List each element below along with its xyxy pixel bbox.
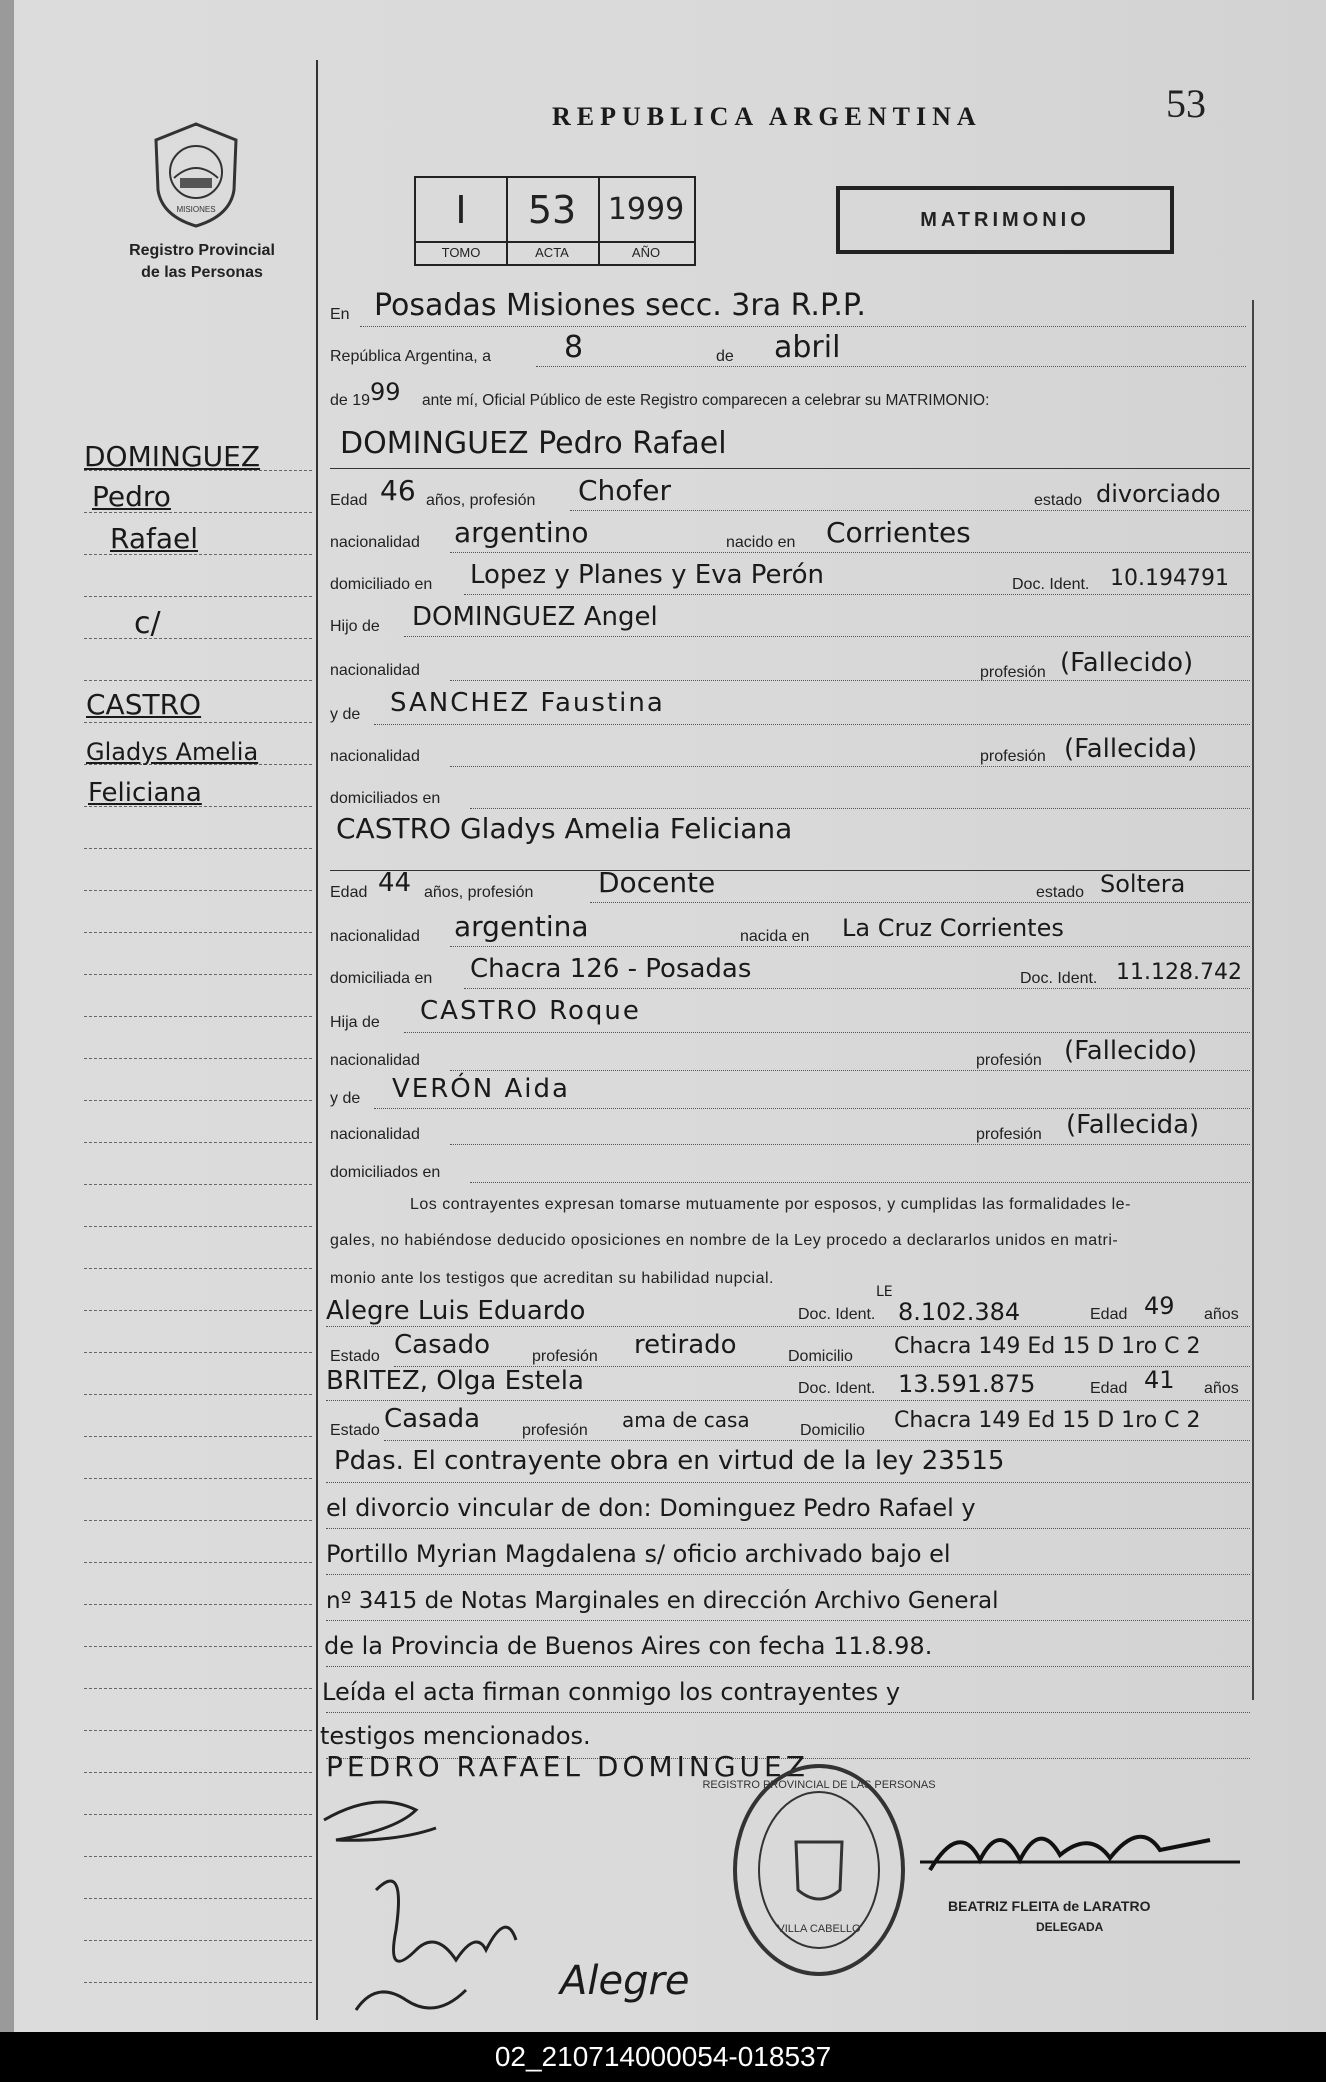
bride-nac-line <box>450 946 1250 947</box>
image-id-footer: 02_210714000054-018537 <box>0 2032 1326 2082</box>
margin-ruled-line <box>84 848 312 849</box>
witness2-estado: Casada <box>384 1404 481 1434</box>
witness1-doc-label: Doc. Ident. <box>798 1306 876 1323</box>
bride-domiciliados-label: domiciliados en <box>330 1164 441 1181</box>
margin-ruled-line <box>84 1520 312 1521</box>
note-line-4: nº 3415 de Notas Marginales en dirección Archivo General <box>326 1588 999 1614</box>
bride-madre-nac-line <box>450 1144 1250 1145</box>
acta-cell <box>506 178 600 264</box>
bride-padre-prof-label: profesión <box>976 1052 1042 1069</box>
witness2-dom-label: Domicilio <box>800 1422 865 1439</box>
bride-estado: Soltera <box>1100 870 1186 898</box>
groom-anos-label: años, profesión <box>426 492 536 509</box>
year-suffix: 99 <box>370 378 401 406</box>
margin-ruled-line <box>84 1310 312 1311</box>
note-ruled-line <box>326 1620 1250 1621</box>
note-ruled-line <box>326 1712 1250 1713</box>
margin-ruled-line <box>84 1394 312 1395</box>
groom-padre-nac-label: nacionalidad <box>330 662 420 679</box>
registry-line-2: de las Personas <box>141 264 263 281</box>
margin-ruled-line <box>84 1100 312 1101</box>
ano-value: 1999 <box>607 192 685 227</box>
margin-line-4: c/ <box>134 606 161 641</box>
witness1-line-1 <box>326 1326 1250 1327</box>
groom-padre-prof: (Fallecido) <box>1060 648 1194 678</box>
page-number: 53 <box>1166 81 1206 126</box>
bride-doc: 11.128.742 <box>1116 960 1242 985</box>
margin-line-3: Rafael <box>110 522 199 555</box>
margin-ruled-line <box>84 1058 312 1059</box>
bride-nacida-label: nacida en <box>740 928 810 945</box>
witness1-dom-label: Domicilio <box>788 1348 853 1365</box>
groom-padre-nac-line <box>450 680 1250 681</box>
margin-line-1: DOMINGUEZ <box>84 440 261 473</box>
groom-nac-label: nacionalidad <box>330 534 420 551</box>
republica-label: República Argentina, a <box>330 348 491 365</box>
margin-line-6: Gladys Amelia <box>86 738 259 766</box>
groom-madre: SANCHEZ Faustina <box>390 688 665 718</box>
groom-profesion: Chofer <box>578 474 672 507</box>
registry-name <box>112 240 292 284</box>
place-line <box>360 326 1246 327</box>
bride-madre: VERÓN Aida <box>392 1074 570 1104</box>
bride-name: CASTRO Gladys Amelia Feliciana <box>336 812 793 845</box>
note-line-6: Leída el acta firman conmigo los contrayentes y <box>322 1678 901 1706</box>
margin-ruled-line <box>84 1982 312 1983</box>
declaration-line-3: monio ante los testigos que acreditan su habilidad nupcial. <box>330 1270 774 1287</box>
margin-ruled-line <box>84 1226 312 1227</box>
groom-domiciliados-line <box>470 808 1250 809</box>
margin-ruled-line <box>84 1604 312 1605</box>
groom-nac-line <box>450 552 1250 553</box>
groom-padre: DOMINGUEZ Angel <box>412 602 658 632</box>
bride-anos-label: años, profesión <box>424 884 534 901</box>
record-type: MATRIMONIO <box>836 186 1174 254</box>
witness1-doc-prefix: LE <box>876 1284 893 1300</box>
official-signature-icon <box>920 1800 1250 1900</box>
groom-hijo-label: Hijo de <box>330 618 380 635</box>
groom-dom-line <box>464 594 1250 595</box>
groom-madre-prof-label: profesión <box>980 748 1046 765</box>
day: 8 <box>564 330 584 365</box>
bride-estado-label: estado <box>1036 884 1085 901</box>
de19-label: de 19 <box>330 392 371 409</box>
margin-ruled-line <box>84 1688 312 1689</box>
margin-ruled-line <box>84 1898 312 1899</box>
margin-ruled-line <box>84 1562 312 1563</box>
bride-domiciliados-line <box>470 1182 1250 1183</box>
bride-padre: CASTRO Roque <box>420 996 641 1026</box>
record-number-box <box>414 176 696 266</box>
groom-domicilio: Lopez y Planes y Eva Perón <box>470 560 825 590</box>
groom-madre-prof: (Fallecida) <box>1064 734 1198 764</box>
official-name: BEATRIZ FLEITA de LARATRO <box>948 1898 1151 1914</box>
witness1-estado-label: Estado <box>330 1348 380 1365</box>
groom-printed-signature: PEDRO RAFAEL DOMINGUEZ <box>326 1750 809 1783</box>
witness2-profesion: ama de casa <box>622 1408 750 1432</box>
margin-ruled-line <box>84 1478 312 1479</box>
bride-madre-prof-label: profesión <box>976 1126 1042 1143</box>
statement: ante mí, Oficial Público de este Registro comparecen a celebrar su MATRIMONIO: <box>422 392 990 409</box>
acta-label: ACTA <box>506 241 598 260</box>
tomo-label: TOMO <box>416 241 506 260</box>
groom-nacido-en: Corrientes <box>826 516 971 549</box>
seal-sub: VILLA CABELLO <box>777 1923 861 1935</box>
witness1-domicilio: Chacra 149 Ed 15 D 1ro C 2 <box>894 1334 1201 1359</box>
groom-name: DOMINGUEZ Pedro Rafael <box>340 426 727 461</box>
groom-doc-label: Doc. Ident. <box>1012 576 1090 593</box>
groom-madre-line <box>374 724 1250 725</box>
de-label: de <box>716 348 734 365</box>
groom-nacido-label: nacido en <box>726 534 796 551</box>
groom-edad-label: Edad <box>330 492 368 509</box>
bride-nac-label: nacionalidad <box>330 928 420 945</box>
margin-line-2: Pedro <box>92 480 171 513</box>
bride-doc-label: Doc. Ident. <box>1020 970 1098 987</box>
witness1-profesion: retirado <box>634 1330 737 1360</box>
witness-signature: Alegre <box>560 1958 690 2004</box>
note-ruled-line <box>326 1528 1250 1529</box>
groom-dom-label: domiciliado en <box>330 576 433 593</box>
margin-ruled-line <box>84 1730 312 1731</box>
witness2-anos-label: años <box>1204 1380 1239 1397</box>
groom-madre-nac-line <box>450 766 1250 767</box>
groom-estado: divorciado <box>1096 480 1221 508</box>
right-border <box>1252 300 1254 1700</box>
witness2-doc-label: Doc. Ident. <box>798 1380 876 1397</box>
groom-nacionalidad: argentino <box>454 516 589 549</box>
bride-padre-nac-line <box>450 1070 1250 1071</box>
witness2-estado-label: Estado <box>330 1422 380 1439</box>
margin-ruled-line <box>84 680 312 681</box>
groom-yde-label: y de <box>330 706 361 723</box>
margin-ruled-line <box>84 638 312 639</box>
note-ruled-line <box>326 1666 1250 1667</box>
margin-line-5: CASTRO <box>86 688 202 721</box>
bride-edad: 44 <box>378 868 412 898</box>
place: Posadas Misiones secc. 3ra R.P.P. <box>374 288 866 323</box>
margin-ruled-line <box>84 1436 312 1437</box>
witness1-prof-label: profesión <box>532 1348 598 1365</box>
margin-ruled-line <box>84 890 312 891</box>
seal-text: REGISTRO PROVINCIAL DE LAS PERSONAS <box>702 1779 936 1791</box>
province-emblem-icon <box>150 120 242 230</box>
bride-hija-label: Hija de <box>330 1014 380 1031</box>
note-line-1: Pdas. El contrayente obra en virtud de la ley 23515 <box>334 1446 1005 1476</box>
witness2-doc: 13.591.875 <box>898 1370 1036 1398</box>
witness2-edad-label: Edad <box>1090 1380 1128 1397</box>
witness2-line-1 <box>326 1400 1250 1401</box>
bride-madre-nac-label: nacionalidad <box>330 1126 420 1143</box>
bride-nacionalidad: argentina <box>454 910 589 943</box>
groom-domiciliados-label: domiciliados en <box>330 790 441 807</box>
margin-ruled-line <box>84 974 312 975</box>
note-ruled-line <box>326 1482 1250 1483</box>
witness2-edad: 41 <box>1144 1366 1175 1394</box>
witness1-edad: 49 <box>1144 1292 1175 1320</box>
groom-edad-line <box>570 510 1250 511</box>
emblem-text: MISIONES <box>176 205 216 214</box>
official-seal-icon <box>702 1760 936 1980</box>
bride-edad-label: Edad <box>330 884 368 901</box>
bride-padre-line <box>404 1032 1250 1033</box>
margin-ruled-line <box>84 1142 312 1143</box>
ano-cell <box>598 178 694 264</box>
bride-yde-label: y de <box>330 1090 361 1107</box>
margin-ruled-line <box>84 1016 312 1017</box>
margin-ruled-line <box>84 1772 312 1773</box>
witness2-line-2 <box>384 1440 1250 1441</box>
groom-padre-prof-label: profesión <box>980 664 1046 681</box>
bride-edad-line <box>590 902 1250 903</box>
groom-padre-line <box>404 636 1250 637</box>
witness1-name: Alegre Luis Eduardo <box>326 1296 586 1326</box>
witness1-doc: 8.102.384 <box>898 1298 1021 1326</box>
month: abril <box>774 330 841 365</box>
note-line-3: Portillo Myrian Magdalena s/ oficio archivado bajo el <box>326 1540 951 1568</box>
margin-divider <box>316 60 318 2020</box>
groom-doc: 10.194791 <box>1110 566 1229 591</box>
margin-ruled-line <box>84 1352 312 1353</box>
declaration-line-1: Los contrayentes expresan tomarse mutuamente por esposos, y cumplidas las formalidades le- <box>410 1196 1131 1213</box>
bride-padre-nac-label: nacionalidad <box>330 1052 420 1069</box>
margin-ruled-line <box>84 1268 312 1269</box>
witness1-anos-label: años <box>1204 1306 1239 1323</box>
note-line-2: el divorcio vincular de don: Dominguez Pedro Rafael y <box>326 1494 976 1522</box>
bride-nacida-en: La Cruz Corrientes <box>842 914 1064 942</box>
margin-line-7: Feliciana <box>88 778 202 808</box>
ano-label: AÑO <box>598 241 694 260</box>
margin-ruled-line <box>84 1184 312 1185</box>
groom-estado-label: estado <box>1034 492 1083 509</box>
witness2-domicilio: Chacra 149 Ed 15 D 1ro C 2 <box>894 1408 1201 1433</box>
note-line-7: testigos mencionados. <box>320 1722 591 1750</box>
bride-dom-line <box>464 988 1250 989</box>
witness1-estado: Casado <box>394 1330 490 1360</box>
witness2-prof-label: profesión <box>522 1422 588 1439</box>
bride-dom-label: domiciliada en <box>330 970 433 987</box>
bride-profesion: Docente <box>598 866 716 899</box>
bride-domicilio: Chacra 126 - Posadas <box>470 954 752 984</box>
date-line <box>536 366 1246 367</box>
bride-padre-prof: (Fallecido) <box>1064 1036 1198 1066</box>
page-edge <box>0 0 14 2032</box>
tomo-value: I <box>455 188 467 232</box>
witness1-edad-label: Edad <box>1090 1306 1128 1323</box>
margin-ruled-line <box>84 1940 312 1941</box>
acta-value: 53 <box>527 188 577 232</box>
country-header: REPUBLICA ARGENTINA <box>552 102 982 131</box>
margin-ruled-line <box>84 1856 312 1857</box>
registry-line-1: Registro Provincial <box>129 242 275 259</box>
official-title: DELEGADA <box>1036 1920 1104 1934</box>
margin-ruled-line <box>84 1646 312 1647</box>
groom-madre-nac-label: nacionalidad <box>330 748 420 765</box>
witness2-name: BRITEZ, Olga Estela <box>326 1366 584 1396</box>
groom-edad: 46 <box>380 474 416 507</box>
margin-ruled-line <box>84 596 312 597</box>
note-line-5: de la Provincia de Buenos Aires con fecha 11.8.98. <box>324 1632 933 1660</box>
bride-madre-prof: (Fallecida) <box>1066 1110 1200 1140</box>
groom-name-line <box>330 468 1250 469</box>
tomo-cell <box>416 178 508 264</box>
margin-ruled-line <box>84 932 312 933</box>
margin-ruled-line <box>84 1814 312 1815</box>
margin-ruled-line <box>84 722 312 723</box>
bride-madre-line <box>374 1108 1250 1109</box>
en-label: En <box>330 306 350 323</box>
note-ruled-line <box>326 1574 1250 1575</box>
declaration-line-2: gales, no habiéndose deducido oposiciones en nombre de la Ley procedo a declararlos unidos en matri- <box>330 1232 1119 1249</box>
